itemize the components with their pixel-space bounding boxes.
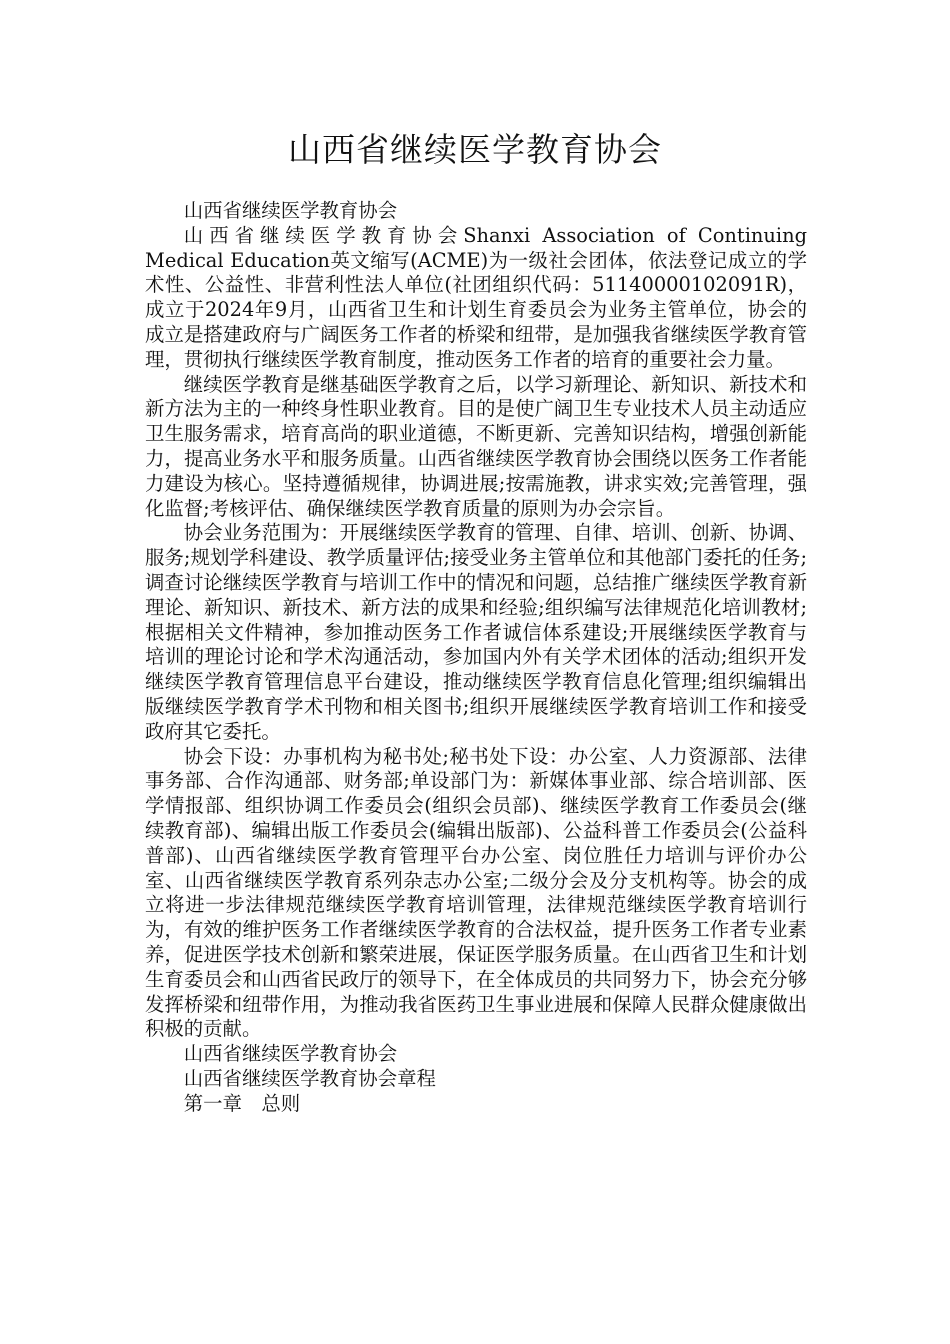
paragraph-chapter-one: 第一章 总则 [183,1091,301,1115]
paragraph-introduction: 山西省继续医学教育协会Shanxi Association of Continuing Medical Education英文缩写(ACME)为一级社会团体，依法登记成立的学术性、公益性、非营利性法人单位(社团组织代码：51140000102091R)，成立于2024年9月，山西省卫生和计划生育委员会为业务主管单位，协会的成立是搭建政府与广阔医务工作者的桥梁和纽带，是加强我省继续医学教育管理，贯彻执行继续医学教育制度，推动医务工作者的培育的重要社会力量。 [145,223,807,371]
paragraph-org-name: 山西省继续医学教育协会 [183,1042,398,1066]
paragraph-structure: 协会下设：办事机构为秘书处;秘书处下设：办公室、人力资源部、法律事务部、合作沟通部、财务部;单设部门为：新媒体事业部、综合培训部、医学情报部、组织协调工作委员会(组织会员部)、继续医学教育工作委员会(继续教育部)、编辑出版工作委员会(编辑出版部)、公益科普工作委员会(公益科普部)、山西省继续医学教育管理平台办公室、岗位胜任力培训与评价办公室、山西省继续医学教育系列杂志办公室;二级分会及分支机构等。协会的成立将进一步法律规范继续医学教育培训管理，法律规范继续医学教育培训行为，有效的维护医务工作者继续医学教育的合法权益，提升医务工作者专业素养，促进医学技术创新和繁荣进展，保证医学服务质量。在山西省卫生和计划生育委员会和山西省民政厅的领导下，在全体成员的共同努力下，协会充分够发挥桥梁和纽带作用，为推动我省医药卫生事业进展和保障人民群众健康做出积极的贡献。 [145,744,807,1041]
paragraph-heading-org: 山西省继续医学教育协会 [183,199,398,222]
document-title: 山西省继续医学教育协会 [288,130,662,169]
paragraph-purpose: 继续医学教育是继基础医学教育之后，以学习新理论、新知识、新技术和新方法为主的一种终身性职业教育。目的是使广阔卫生专业技术人员主动适应卫生服务需求，培育高尚的职业道德，不断更新、完善知识结构，增强创新能力，提高业务水平和服务质量。山西省继续医学教育协会围绕以医务工作者能力建设为核心。坚持遵循规律，协调进展;按需施教，讲求实效;完善管理，强化监督;考核评估、确保继续医学教育质量的原则为办会宗旨。 [145,372,807,520]
paragraph-business-scope: 协会业务范围为：开展继续医学教育的管理、自律、培训、创新、协调、服务;规划学科建设、教学质量评估;接受业务主管单位和其他部门委托的任务;调查讨论继续医学教育与培训工作中的情况和问题，总结推广继续医学教育新理论、新知识、新技术、新方法的成果和经验;组织编写法律规范化培训教材;根据相关文件精神，参加推动医务工作者诚信体系建设;开展继续医学教育与培训的理论讨论和学术沟通活动，参加国内外有关学术团体的活动;组织开发继续医学教育管理信息平台建设，推动继续医学教育信息化管理;组织编辑出版继续医学教育学术刊物和相关图书;组织开展继续医学教育培训工作和接受政府其它委托。 [145,521,807,743]
paragraph-charter-title: 山西省继续医学教育协会章程 [183,1066,436,1090]
document-body [145,199,807,1116]
